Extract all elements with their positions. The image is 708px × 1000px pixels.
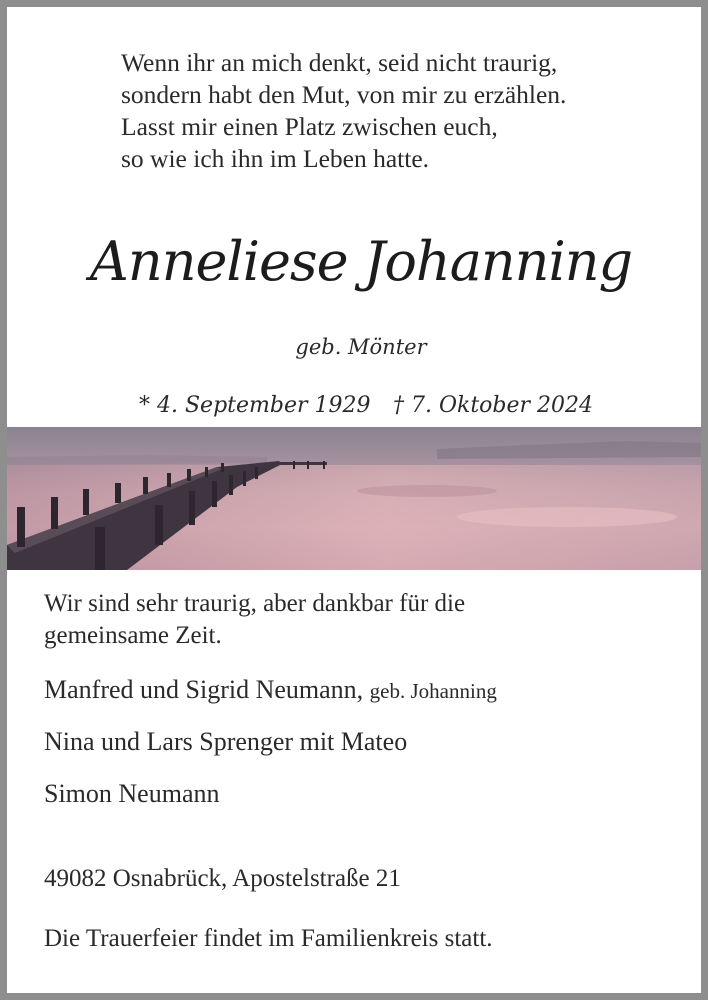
thanks-message (44, 588, 465, 652)
mourner-family-3: Simon Neumann (44, 779, 220, 808)
lake-jetty-sunset-photo (7, 427, 701, 570)
mourner-birth-name: geb. Johanning (369, 679, 497, 703)
death-date: † 7. Oktober 2024 (393, 393, 594, 418)
poem-line: so wie ich ihn im Leben hatte. (121, 144, 430, 173)
thanks-line: gemeinsame Zeit. (44, 622, 222, 649)
mourner-family-1 (44, 675, 497, 705)
poem (121, 47, 566, 175)
thanks-line: Wir sind sehr traurig, aber dankbar für die (44, 590, 466, 617)
funeral-notice: Die Trauerfeier findet im Familienkreis statt. (44, 925, 493, 952)
birth-name: geb. Mönter (295, 335, 427, 359)
poem-line: Lasst mir einen Platz zwischen euch, (121, 112, 498, 141)
mourner-family-2: Nina und Lars Sprenger mit Mateo (44, 727, 408, 756)
poem-line: sondern habt den Mut, von mir zu erzählen. (121, 80, 567, 109)
mourner-names: Manfred und Sigrid Neumann, (44, 675, 364, 704)
poem-line: Wenn ihr an mich denkt, seid nicht traurig, (121, 48, 558, 77)
address: 49082 Osnabrück, Apostelstraße 21 (44, 865, 401, 892)
deceased-name: Anneliese Johanning (89, 230, 633, 293)
birth-date: * 4. September 1929 (139, 393, 371, 418)
